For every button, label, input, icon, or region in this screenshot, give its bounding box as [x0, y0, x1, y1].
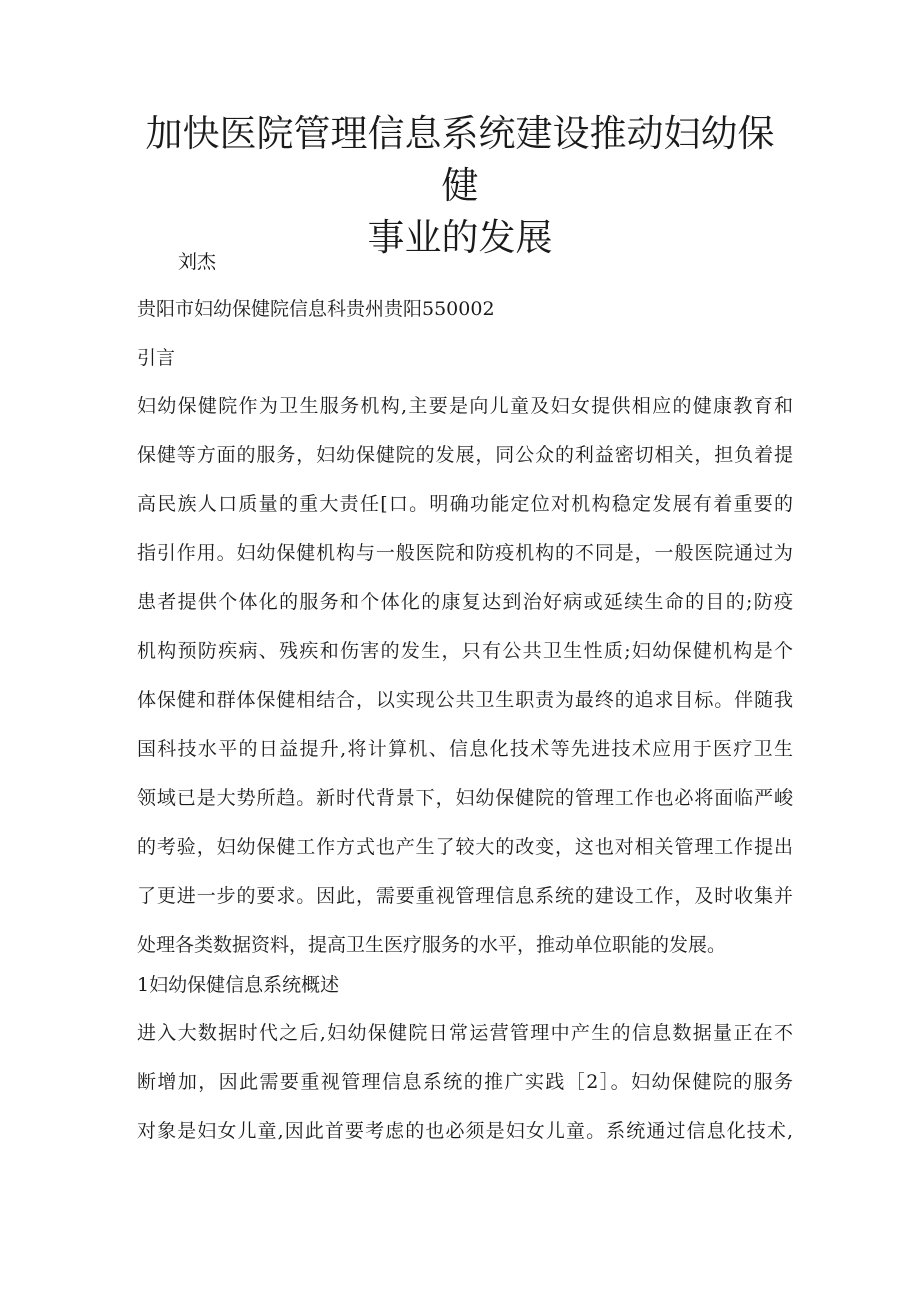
author-affiliation: 贵阳市妇幼保健院信息科贵州贵阳550002	[137, 298, 495, 320]
text-line: 断增加，因此需要重视管理信息系统的推广实践［2］。妇幼保健院的服务	[137, 1071, 793, 1093]
introduction-paragraph	[137, 394, 793, 982]
title-line-2: 事业的发展	[367, 216, 553, 259]
text-line: 妇幼保健院作为卫生服务机构,主要是向儿童及妇女提供相应的健康教育和	[137, 395, 793, 417]
text-line: 处理各类数据资料，提高卫生医疗服务的水平，推动单位职能的发展。	[137, 934, 727, 956]
text-line: 的考验，妇幼保健工作方式也产生了较大的改变，这也对相关管理工作提出	[137, 836, 793, 858]
section-1-paragraph	[137, 1021, 793, 1168]
text-line: 保健等方面的服务，妇幼保健院的发展，同公众的利益密切相关，担负着提	[137, 444, 793, 466]
text-line: 患者提供个体化的服务和个体化的康复达到治好病或延续生命的目的;防疫	[137, 591, 793, 613]
text-line: 了更进一步的要求。因此，需要重视管理信息系统的建设工作，及时收集并	[137, 885, 793, 907]
title-line-1: 加快医院管理信息系统建设推动妇幼保健	[145, 112, 775, 207]
author-name: 刘杰	[178, 251, 217, 273]
text-line: 领域已是大势所趋。新时代背景下，妇幼保健院的管理工作也必将面临严峻	[137, 787, 793, 809]
text-line: 指引作用。妇幼保健机构与一般医院和防疫机构的不同是，一般医院通过为	[137, 542, 793, 564]
document-title	[130, 108, 790, 264]
text-line: 进入大数据时代之后,妇幼保健院日常运营管理中产生的信息数据量正在不	[137, 1022, 793, 1044]
text-line: 机构预防疾病、残疾和伤害的发生，只有公共卫生性质;妇幼保健机构是个	[137, 640, 793, 662]
text-line: 国科技水平的日益提升,将计算机、信息化技术等先进技术应用于医疗卫生	[137, 738, 793, 760]
heading-section-1: 1妇幼保健信息系统概述	[137, 974, 340, 996]
text-line: 高民族人口质量的重大责任[口。明确功能定位对机构稳定发展有着重要的	[137, 493, 793, 515]
text-line: 体保健和群体保健相结合，以实现公共卫生职责为最终的追求目标。伴随我	[137, 689, 793, 711]
heading-introduction: 引言	[137, 347, 176, 369]
text-line: 对象是妇女儿童,因此首要考虑的也必须是妇女儿童。系统通过信息化技术,	[137, 1120, 793, 1142]
